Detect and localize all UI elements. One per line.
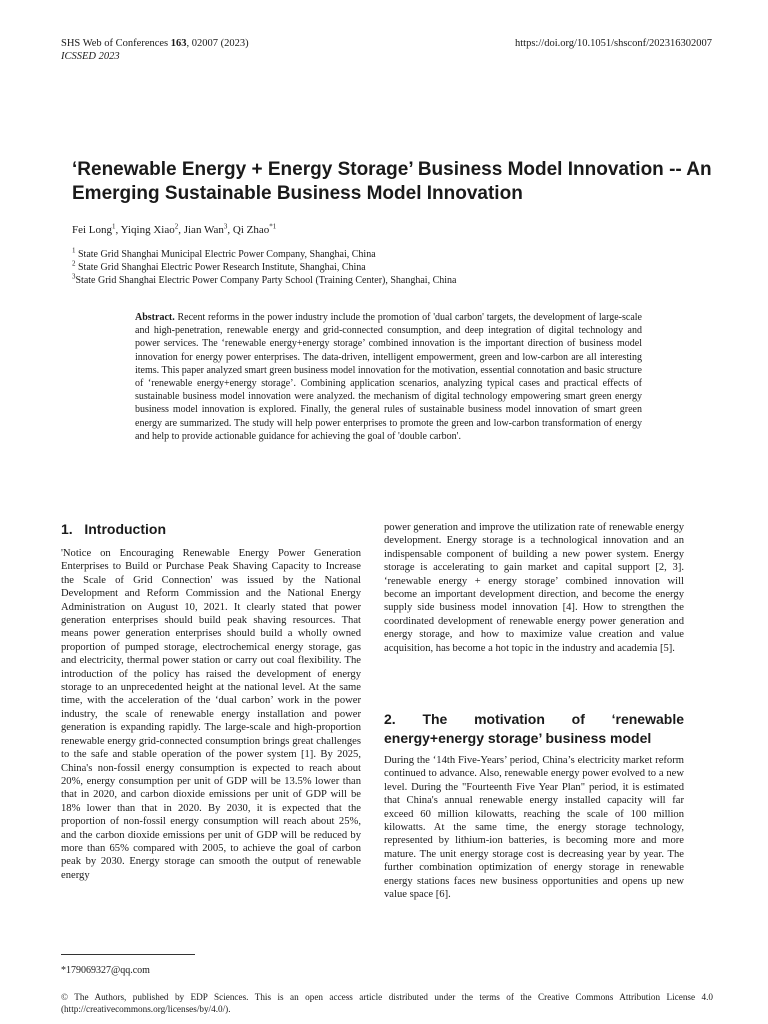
abstract-text: Recent reforms in the power industry include the promotion of 'dual carbon' targets, the development of large-scale and high-penetration, renewable energy and grid-connected consumption, and deep integration of digital technology and power services. The ‘renewable energy+energy storage’ combined innovation is the important direction of business model innovation for energy power enterprises. The data-driven, intelligent empowerment, green and low-carbon are all interesting items. This paper analyzed smart green business model innovation for the motivation, essential connotation and basic structure of ‘renewable energy+energy storage’. Combining application scenarios, analyzing typical cases and practical effects of sustainable business model innovation were analyzed. the mechanism of digital technology empowering smart green energy business model innovation is explored. Finally, the general rules of sustainable business model innovation of smart green energy are summarized. The study will help power enterprises to promote the green and low-carbon transformation of energy and help to provide actionable guidance for achieving the goal of 'double carbon'. — [135, 312, 642, 442]
author-name: Jian Wan — [183, 224, 224, 236]
affiliation-item — [72, 274, 456, 287]
event-name: ICSSED 2023 — [61, 51, 120, 62]
affiliation-sup: 1 — [72, 246, 76, 255]
author-name: Qi Zhao — [232, 224, 270, 236]
author-list: Fei Long$^1$, Yiqing Xiao$^2$, Jian Wan$^3$, Qi Zhao$^{*1}$ — [72, 222, 277, 236]
section-heading-motivation — [384, 710, 684, 748]
author-name: Yiqing Xiao — [120, 224, 175, 236]
footnote-divider — [61, 954, 195, 955]
volume-number: 163 — [170, 38, 187, 49]
abstract — [135, 311, 642, 443]
corresponding-author-email: *179069327@qq.com — [61, 965, 150, 976]
motivation-paragraph: During the ‘14th Five-Years’ period, China’s electricity market reform continued to advance. Also, renewable energy power evolved to a new level. During the "Fourteenth Five Year Plan" period, it is estimated that China's annual renewable energy installed capacity will far exceed 60 million kilowatts, reaching the scale of 100 million kilowatts. At the same time, the energy storage technology, represented by lithium-ion batteries, is becoming more and more mature. The unit energy storage cost is decreasing year by year. The further combination optimization of energy storage in renewable energy stations faces new business opportunities and opens up new value space [6]. — [384, 755, 684, 901]
affiliation-text: State Grid Shanghai Municipal Electric Power Company, Shanghai, China — [75, 249, 376, 260]
license-statement: © The Authors, published by EDP Sciences. This is an open access article distributed under the terms of the Creative Commons Attribution License 4.0 (http://creativecommons.org/licenses/by/4.0/). — [61, 992, 713, 1015]
doi-link[interactable]: https://doi.org/10.1051/shsconf/202316302007 — [515, 38, 712, 49]
author-sup: 1 — [112, 222, 116, 231]
affiliation-item — [72, 248, 456, 261]
section-heading-line: 2. The motivation of ‘renewable — [384, 711, 684, 727]
affiliation-text: State Grid Shanghai Electric Power Research Institute, Shanghai, China — [75, 262, 366, 273]
introduction-paragraph-left: 'Notice on Encouraging Renewable Energy Power Generation Enterprises to Build or Purchase Peak Shaving Capacity to Increase the Scale of Grid Connection' was issued by the National Development and Reform Commission and the National Energy Administration on August 10, 2021. It clearly stated that power generation enterprises should build peak shaving resources. That means power generation enterprises should build a wholly owned proportion of pumped storage, electrochemical energy storage, gas and electricity, thermal power station or carry out coal flexibility. The introduction of the policy has raised the development of energy storage to an unprecedented height at the national level. At the same time, with the acceleration of the ‘dual carbon’ work in the power industry, the scale of renewable energy installation and power generation is expanding rapidly. The large-scale and high-proportion renewable energy grid-connected consumption brings great challenges to the safe and stable operation of the power system [1]. By 2025, China's non-fossil energy consumption is expected to reach about 20%, energy consumption per unit of GDP will be 13.5% lower than that in 2020, and carbon dioxide emissions per unit of GDP will be 18% lower than that in 2020. By 2030, it is expected that the proportion of non-fossil energy consumption will reach about 25%, and the carbon dioxide emissions per unit of GDP will be reduced by more than 65% compared with 2005, to achieve the goal of carbon peak by 2030. Energy storage can smooth the output of renewable energy — [61, 548, 361, 881]
author-sup: 3 — [223, 222, 228, 231]
section-heading-introduction: 1. Introduction — [61, 521, 166, 537]
author-sup: 2 — [174, 222, 179, 231]
affiliation-item — [72, 261, 456, 274]
introduction-paragraph-right: power generation and improve the utilization rate of renewable energy development. Energy storage is a technological innovation and an indispensable component of building a new power system. Energy storage is accelerating to gain market and capital support [2, 3]. ‘renewable energy + energy storage’ combined innovation will become an important development direction, and become the energy supply side business model innovation [4]. How to strengthen the coordinated development of renewable energy power generation and energy storage, and how to maximize value creation and value acquisition, has become a hot topic in the industry and academia [5]. — [384, 522, 684, 654]
article-number-year: , 02007 (2023) — [186, 38, 249, 49]
affiliation-sup: 2 — [72, 259, 76, 268]
author-sup: *1 — [269, 222, 277, 231]
affiliation-list — [72, 248, 456, 287]
abstract-label: Abstract. — [135, 312, 175, 323]
paper-title: ‘Renewable Energy + Energy Storage’ Business Model Innovation -- An Emerging Sustainable Business Model Innovation — [72, 159, 712, 204]
affiliation-sup: 3 — [72, 272, 76, 281]
section-heading-line: energy+energy storage’ business model — [384, 730, 652, 746]
affiliation-text: State Grid Shanghai Electric Power Company Party School (Training Center), Shanghai, China — [75, 275, 457, 286]
running-header-left — [61, 37, 249, 63]
author-name: Fei Long — [72, 224, 113, 236]
conference-name: SHS Web of Conferences — [61, 38, 169, 49]
